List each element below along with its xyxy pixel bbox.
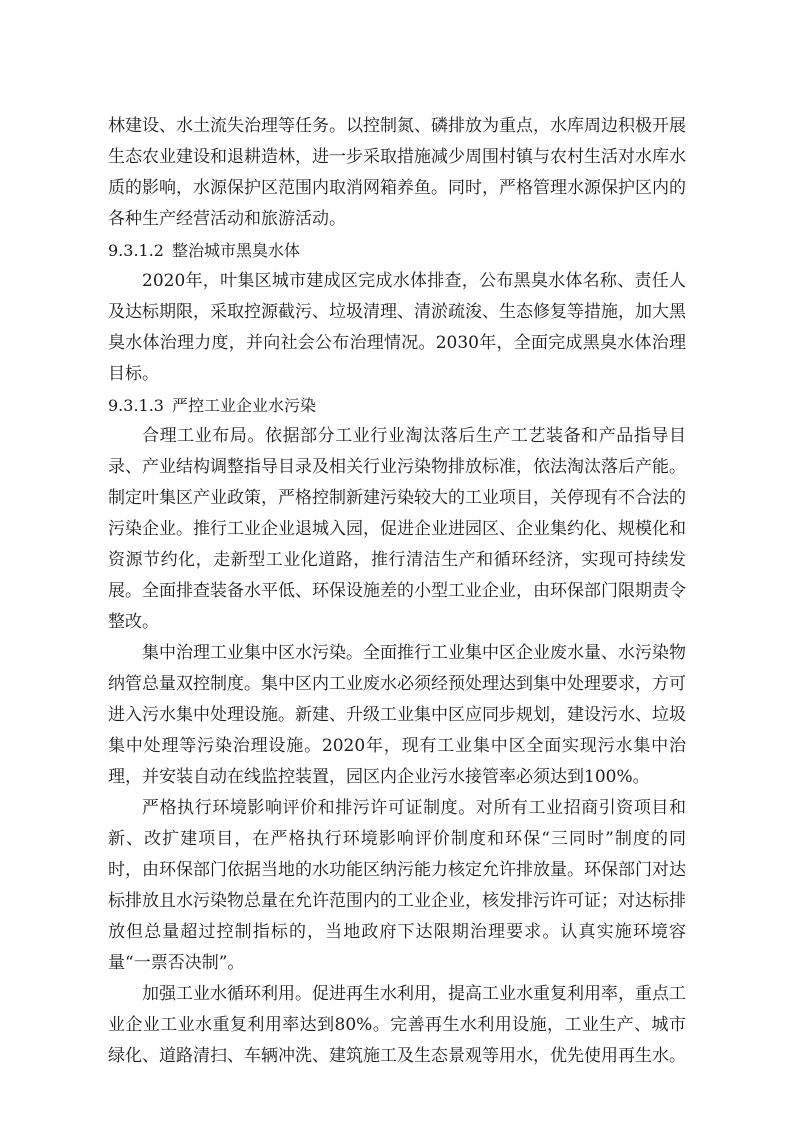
section-number: 9.3.1.3: [108, 396, 164, 415]
paragraph-water-source-protection: 林建设、水土流失治理等任务。以控制氮、磷排放为重点，水库周边积极开展生态农业建设和退耕造林，进一步采取措施减少周围村镇与农村生活对水库水质的影响，水源保护区范围内取消网箱养鱼。同时，严格管理水源保护区内的各种生产经营活动和旅游活动。: [108, 116, 686, 229]
paragraph-industrial-layout: 合理工业布局。依据部分工业行业淘汰落后生产工艺装备和产品指导目录、产业结构调整指导目录及相关行业污染物排放标准，依法淘汰落后产能。制定叶集区产业政策，严格控制新建污染较大的工业项目，关停现有不合法的污染企业。推行工业企业退城入园，促进企业进园区、企业集约化、规模化和资源节约化，走新型工业化道路，推行清洁生产和循环经济，实现可持续发展。全面排查装备水平低、环保设施差的小型工业企业，由环保部门限期责令整改。: [108, 426, 686, 632]
section-heading-9-3-1-2: [108, 235, 686, 266]
document-body: [108, 111, 686, 1072]
paragraph-water-recycling: 加强工业水循环利用。促进再生水利用，提高工业水重复利用率，重点工业企业工业水重复利用率达到80%。完善再生水利用设施，工业生产、城市绿化、道路清扫、车辆冲洗、建筑施工及生态景观等用水，优先使用再生水。: [108, 984, 686, 1066]
section-heading-9-3-1-3: [108, 390, 686, 421]
section-title: 整治城市黑臭水体: [171, 241, 300, 260]
paragraph-black-odorous-water: 2020年，叶集区城市建成区完成水体排查，公布黑臭水体名称、责任人及达标期限，采取控源截污、垃圾清理、清淤疏浚、生态修复等措施，加大黑臭水体治理力度，并向社会公布治理情况。2030年，全面完成黑臭水体治理目标。: [108, 271, 686, 384]
section-number: 9.3.1.2: [108, 241, 164, 260]
paragraph-industrial-zone-treatment: 集中治理工业集中区水污染。全面推行工业集中区企业废水量、水污染物纳管总量双控制度。集中区内工业废水必须经预处理达到集中处理要求，方可进入污水集中处理设施。新建、升级工业集中区应同步规划，建设污水、垃圾集中处理等污染治理设施。2020年，现有工业集中区全面实现污水集中治理，并安装自动在线监控装置，园区内企业污水接管率必须达到100%。: [108, 643, 686, 787]
section-title: 严控工业企业水污染: [171, 396, 316, 415]
paragraph-eia-permit-system: 严格执行环境影响评价和排污许可证制度。对所有工业招商引资项目和新、改扩建项目，在严格执行环境影响评价制度和环保“三同时”制度的同时，由环保部门依据当地的水功能区纳污能力核定允许排放量。环保部门对达标排放且水污染物总量在允许范围内的工业企业，核发排污许可证；对达标排放但总量超过控制指标的，当地政府下达限期治理要求。认真实施环境容量“一票否决制”。: [108, 798, 686, 973]
